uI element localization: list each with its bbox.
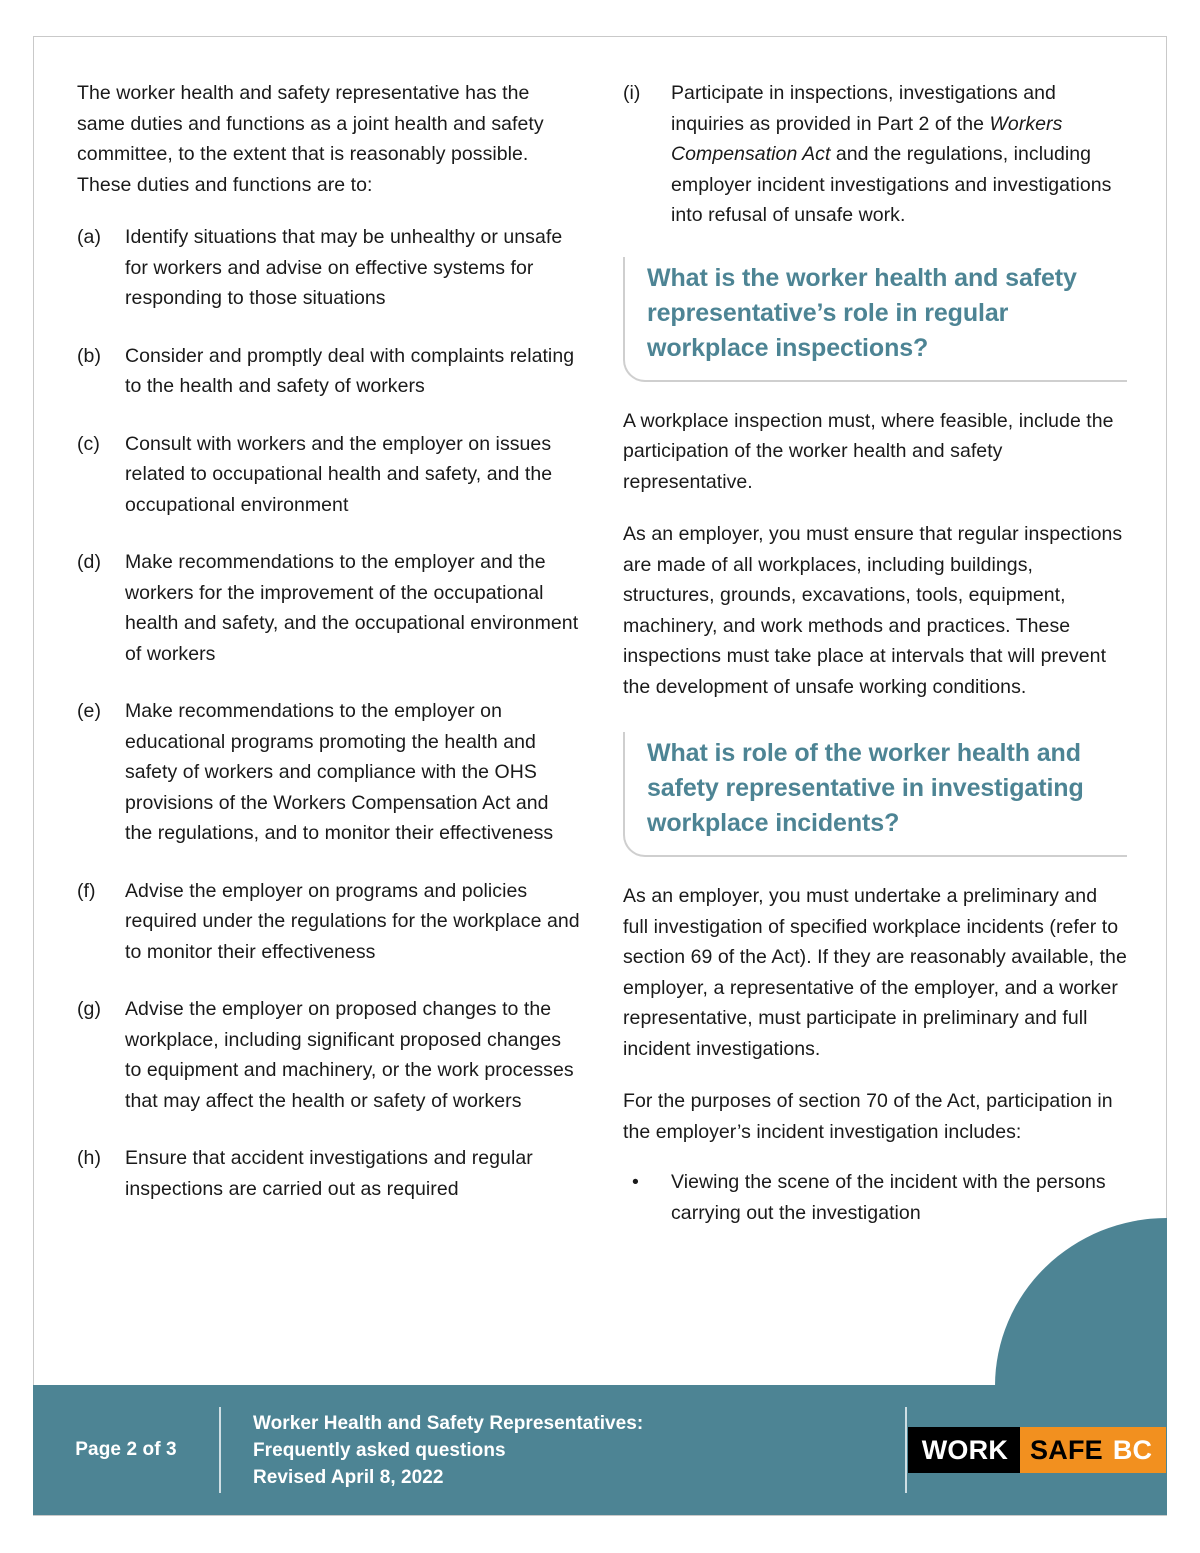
footer-title-line-2: Frequently asked questions: [253, 1439, 506, 1461]
list-item-text: [671, 82, 1111, 226]
list-item: [77, 1143, 581, 1204]
worksafebc-logo: [908, 1427, 1167, 1473]
act-title-italic: Workers Compensation Act: [671, 112, 1063, 165]
footer-document-title: [221, 1410, 905, 1491]
list-item-text: Ensure that accident investigations and regular inspections are carried out as required: [125, 1147, 533, 1200]
inspections-paragraph-1: A workplace inspection must, where feasible, include the participation of the worker health and safety representative.: [623, 409, 1114, 493]
list-item-text: Identify situations that may be unhealthy or unsafe for workers and advise on effective systems for responding to those situations: [125, 226, 563, 309]
list-item: [623, 1167, 1127, 1228]
list-marker: (d): [77, 551, 101, 573]
logo-bc-text: BC: [1112, 1435, 1153, 1465]
list-item-text: Consider and promptly deal with complaints relating to the health and safety of workers: [125, 344, 575, 397]
list-item-text: Make recommendations to the employer and the workers for the improvement of the occupational health and safety, and the occupational environment of workers: [125, 551, 579, 665]
logo-safebc-block: [1020, 1427, 1166, 1473]
list-item-text: Advise the employer on proposed changes to the workplace, including significant proposed changes to equipment and machinery, or the work processes that may affect the health or safety of workers: [125, 998, 574, 1112]
duties-list-continued: [623, 78, 1127, 231]
intro-paragraph: The worker health and safety representative has the same duties and functions as a joint health and safety committee, to the extent that is reasonably possible. These duties and functions are to:: [77, 82, 544, 196]
list-item-text: Make recommendations to the employer on educational programs promoting the health and safety of workers and compliance with the OHS provisions of the Workers Compensation Act and the regulations, and to monitor their effectiveness: [125, 700, 554, 844]
list-item: [77, 994, 581, 1116]
investigations-paragraph-2: For the purposes of section 70 of the Act, participation in the employer’s incident investigation includes:: [623, 1090, 1113, 1143]
investigations-paragraph-1: As an employer, you must undertake a preliminary and full investigation of specified workplace incidents (refer to section 69 of the Act). If they are reasonably available, the employer, a representative of the employer, and a worker representative, must participate in preliminary and full incident investigations.: [623, 885, 1127, 1060]
page-footer: [33, 1385, 1167, 1515]
list-item-text: Advise the employer on programs and policies required under the regulations for the workplace and to monitor their effectiveness: [125, 879, 580, 963]
list-item-text: Viewing the scene of the incident with the persons carrying out the investigation: [671, 1171, 1106, 1224]
footer-revision-date: Revised April 8, 2022: [253, 1466, 444, 1488]
list-item: [77, 341, 581, 402]
section-heading-inspections: What is the worker health and safety representative’s role in regular workplace inspections?: [623, 257, 1127, 382]
list-marker: (h): [77, 1147, 101, 1169]
list-item: [77, 429, 581, 521]
inspections-paragraph-2: As an employer, you must ensure that regular inspections are made of all workplaces, including buildings, structures, grounds, excavations, tools, equipment, machinery, and work methods and practices. These inspections must take place at intervals that will prevent the development of unsafe working conditions.: [623, 523, 1123, 698]
list-marker: (c): [77, 432, 100, 455]
list-item: [77, 876, 581, 968]
list-item: [623, 78, 1127, 231]
list-marker: (a): [77, 226, 101, 248]
left-column: [77, 78, 581, 1386]
logo-work-text: WORK: [908, 1427, 1020, 1473]
list-marker: (e): [77, 700, 101, 722]
logo-container: [907, 1427, 1167, 1473]
list-marker: (b): [77, 344, 101, 367]
list-marker: (f): [77, 879, 96, 902]
participation-bullet-list: [623, 1167, 1127, 1228]
item-i-part1: Participate in inspections, investigations and inquiries as provided in Part 2 of the: [671, 82, 1056, 135]
page-content: [33, 36, 1167, 1386]
list-item-text: Consult with workers and the employer on issues related to occupational health and safety, and the occupational environment: [125, 432, 553, 516]
bullet-icon: •: [632, 1171, 639, 1193]
list-item: [77, 547, 581, 669]
logo-safe-text: SAFE: [1030, 1435, 1103, 1465]
footer-title-line-1: Worker Health and Safety Representatives:: [253, 1412, 644, 1434]
duties-list: [77, 222, 581, 1204]
item-i-part2: and the regulations, including employer incident investigations and investigations into refusal of unsafe work.: [671, 143, 1112, 226]
section-heading-investigations: What is role of the worker health and safety representative in investigating workplace incidents?: [623, 732, 1127, 857]
right-column: [623, 78, 1127, 1386]
page-number-label: Page 2 of 3: [75, 1439, 177, 1460]
list-item: [77, 222, 581, 314]
list-item: [77, 696, 581, 849]
list-marker: (i): [623, 82, 641, 104]
list-marker: (g): [77, 998, 101, 1020]
